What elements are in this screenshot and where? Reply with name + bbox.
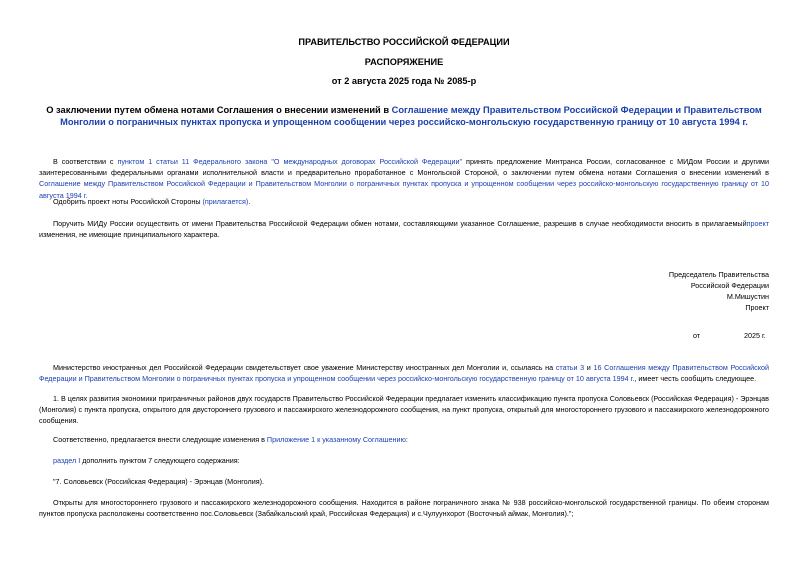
note-article-3-link[interactable]: статьи 3 <box>555 363 585 372</box>
note-text-2: и <box>584 363 594 372</box>
p3-text-1: Поручить МИДу России осуществить от имени Правительства Российской Федерации обмен нотами, составляющими указанное Соглашение, разрешив в случае необходимости вносить в прилагаемый <box>53 219 747 228</box>
section-text: дополнить пунктом 7 следующего содержания: <box>80 456 240 465</box>
document-title <box>39 104 769 128</box>
doc-type-heading: РАСПОРЯЖЕНИЕ <box>364 57 444 67</box>
p2-attached-link[interactable]: (прилагается) <box>202 197 249 206</box>
changes-paragraph <box>39 434 769 445</box>
p2-text-1: Одобрить проект ноты Российской Стороны <box>53 197 203 206</box>
date-number: от 2 августа 2025 года № 2085-р <box>331 76 477 86</box>
p1-law-link[interactable]: пунктом 1 статьи 11 Федерального закона "О международных договорах Российской Федерации" <box>117 157 463 166</box>
paragraph-1 <box>39 156 769 201</box>
note-paragraph <box>39 362 769 384</box>
government-heading: ПРАВИТЕЛЬСТВО РОССИЙСКОЙ ФЕДЕРАЦИИ <box>298 37 510 47</box>
paragraph-2 <box>39 196 769 207</box>
p3-text-2: изменения, не имеющие принципиального характера. <box>39 230 220 240</box>
changes-text-1: Соответственно, предлагается внести следующие изменения в <box>53 435 267 444</box>
signature-name: М.Мишустин <box>726 292 769 301</box>
changes-text-2: : <box>405 435 408 444</box>
note-text-1: Министерство иностранных дел Российской Федерации свидетельствует свое уважение Министерству иностранных дел Монголии и, ссылаясь на <box>53 363 556 372</box>
signature-role-2: Российской Федерации <box>690 281 769 290</box>
title-prefix: О заключении путем обмена нотами Соглашения о внесении изменений в <box>46 105 392 115</box>
title-agreement-link[interactable]: Соглашение между Правительством Российской Федерации и Правительством Монголии о пограничных пунктах пропуска и упрощенном сообщении через российско-монгольскую государственную границу от 10 августа 1994 г. <box>60 105 762 127</box>
section-paragraph <box>39 455 769 466</box>
p1-agreement-link[interactable]: Соглашение между Правительством Российской Федерации и Правительством Монголии о пограничных пунктах пропуска и упрощенном сообщении через российско-монгольскую государственную границу от 10 августа 1994 г. <box>39 179 769 200</box>
signature-role-1: Председатель Правительства <box>668 270 769 279</box>
draft-label: Проект <box>745 303 769 312</box>
note-article-16-link[interactable]: 16 Соглашения между Правительством Российской Федерации и Правительством Монголии о пограничных пунктах пропуска и упрощенном сообщении через российско-монгольскую государственную границу от 10 августа 1994 г. <box>39 363 770 384</box>
draft-date-year: 2025 г. <box>744 331 766 340</box>
item-1-paragraph: 1. В целях развития экономики приграничных районов двух государств Правительство Российской Федерации предлагает изменить классификацию пункта пропуска Соловьевск (Российская Федерация) - Эрэнцав (Монголия) с пункта пропуска, открытого для двустороннего грузового и пассажирского железнодорожного сообщения, на пункт пропуска, открытый для многостороннего грузового и пассажирского железнодорожного сообщения. <box>39 394 769 426</box>
p1-text-2: принять предложение Минтранса России, согласованное с МИДом России и другими заинтересованными федеральными органами исполнительной власти и предварительно проработанное с Монгольской Стороной, о заключении путем обмена нотами Соглашения о внесении изменений в <box>39 157 769 178</box>
annex-1-link[interactable]: Приложение 1 к указанному Соглашению <box>266 435 406 444</box>
paragraph-3 <box>39 218 769 240</box>
section-i-link[interactable]: раздел I <box>53 456 81 465</box>
p3-draft-link[interactable]: проект <box>746 219 769 228</box>
point-7-paragraph: "7. Соловьевск (Российская Федерация) - Эрэнцав (Монголия). <box>53 477 264 486</box>
open-text-paragraph: Открыты для многостороннего грузового и пассажирского железнодорожного сообщения. Находится в районе пограничного знака № 938 российско-монгольской государственной границы. По обеим сторонам пунктов пропуска расположены соответственно пос.Соловьевск (Забайкальский край, Российская Федерация) и с.Чулуунхорот (Восточный аймак, Монголия)."; <box>39 498 769 519</box>
p1-text-1: В соответствии с <box>53 157 118 166</box>
p2-text-2: . <box>248 197 251 206</box>
note-text-3: , имеет честь сообщить следующее. <box>634 374 757 384</box>
draft-date-from: от <box>693 331 701 340</box>
